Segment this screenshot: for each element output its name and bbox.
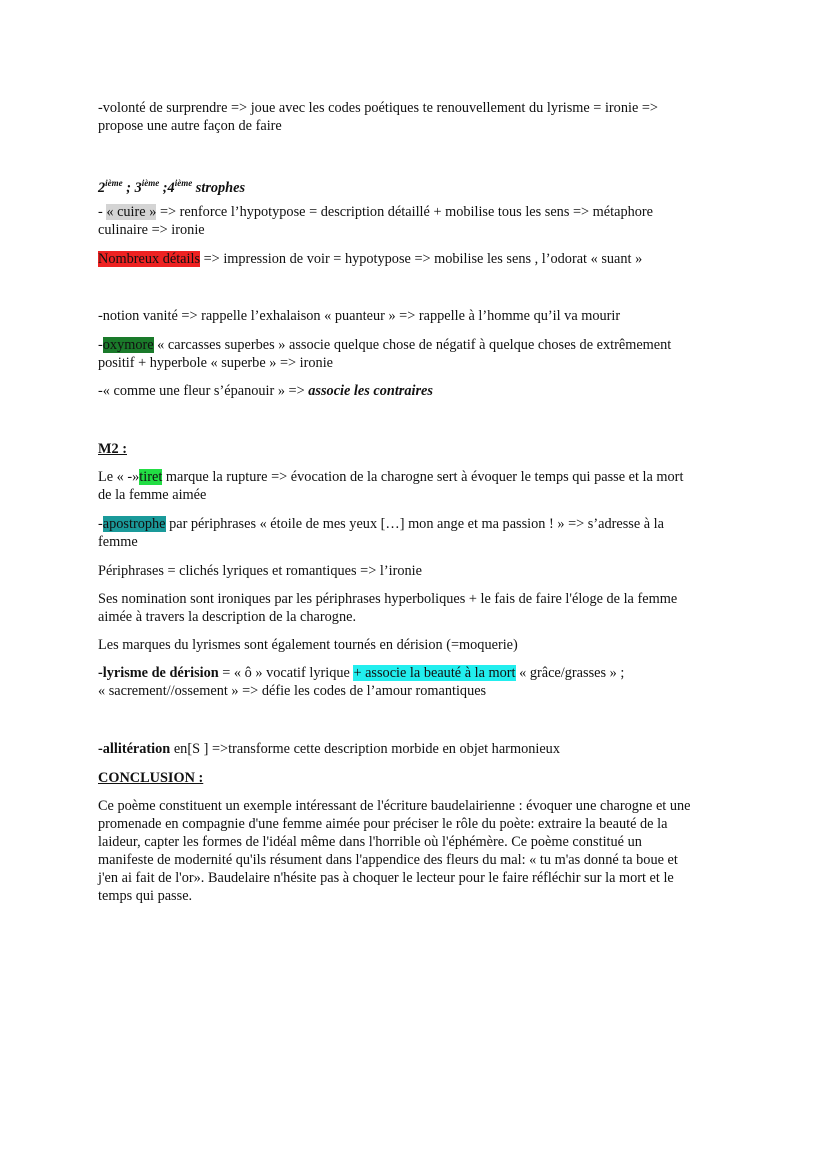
section-heading-conclusion: CONCLUSION : [98,770,204,786]
paragraph-details: Nombreux détails => impression de voir = hypotypose => mobilise les sens , l’odorat « suant » [98,251,643,267]
paragraph-volonte: -volonté de surprendre => joue avec les codes poétiques te renouvellement du lyrisme = ironie => propose une autre façon de faire [98,100,658,134]
paragraph-cuire: - « cuire » => renforce l’hypotypose = description détaillé + mobilise tous les sens => métaphore culinaire => ironie [98,204,654,238]
highlight-nombreux-details: Nombreux détails [98,251,201,267]
paragraph-fleur: -« comme une fleur s’épanouir » => associe les contraires [98,383,433,399]
paragraph-apostrophe: -apostrophe par périphrases « étoile de mes yeux […] mon ange et ma passion ! » => s’adresse à la femme [98,516,664,550]
paragraph-vanite: -notion vanité => rappelle l’exhalaison « puanteur » => rappelle à l’homme qu’il va mourir [98,308,621,324]
paragraph-tiret: Le « -»tiret marque la rupture => évocation de la charogne sert à évoquer le temps qui passe et la mort de la femme aimée [98,469,684,503]
highlight-oxymore: oxymore [102,337,154,353]
paragraph-oxymore: -oxymore « carcasses superbes » associe quelque chose de négatif à quelque choses de extrêmement positif + hyperbole « superbe » => ironie [98,337,672,371]
highlight-tiret: tiret [139,469,163,485]
highlight-beaute-mort: + associe la beauté à la mort [353,665,516,681]
section-heading-m2: M2 : [98,441,127,457]
highlight-cuire: « cuire » [106,204,157,220]
paragraph-alliteration: -allitération en[S ] =>transforme cette description morbide en objet harmonieux [98,741,560,757]
paragraph-derision: -lyrisme de dérision = « ô » vocatif lyrique + associe la beauté à la mort « grâce/grasses » ; « sacrement//ossement » => défie les codes de l’amour romantiques [98,665,625,699]
paragraph-periphrases: Périphrases = clichés lyriques et romantiques => l’ironie [98,563,422,579]
paragraph-nomination: Ses nomination sont ironiques par les périphrases hyperboliques + le fais de faire l'éloge de la femme aimée à travers la description de la charogne. [98,591,678,625]
paragraph-lyrismes: Les marques du lyrismes sont également tournés en dérision (=moquerie) [98,637,518,653]
strophes-heading: 2ième ; 3ième ;4ième strophes [98,178,246,196]
paragraph-conclusion: Ce poème constituent un exemple intéressant de l'écriture baudelairienne : évoquer une charogne et une promenade en compagnie d'une femme aimée pour préciser le rôle du poète: extraire la beauté de la laideur, capter les formes de l'idéal même dans l'horrible où l'éphémère. Ce poème constitué un manifeste de modernité qu'ils résument dans l'appendice des fleurs du mal: « tu m'as donné ta boue et j'en ai fait de l'or». Baudelaire n'hésite pas à choquer le lecteur pour le faire réfléchir sur la mort et le temps qui passe. [98,798,691,904]
highlight-apostrophe: apostrophe [102,516,166,532]
